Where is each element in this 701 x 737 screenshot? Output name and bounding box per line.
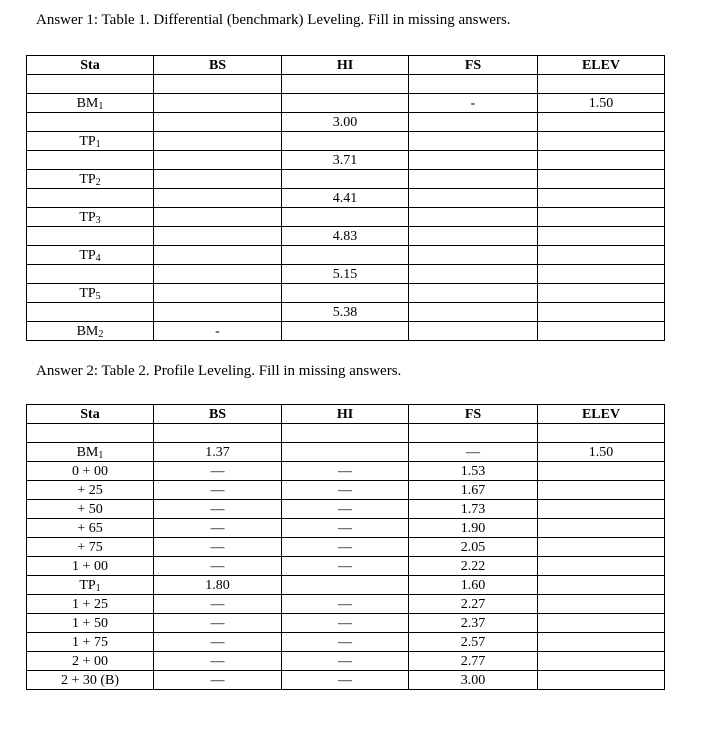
table2-cell-hi: — [282, 462, 409, 481]
table1-cell-hi: 3.00 [282, 113, 409, 132]
station-subscript: 4 [95, 252, 101, 264]
table1-row [27, 284, 665, 303]
table1-row [27, 208, 665, 227]
table2-cell-bs: — [154, 538, 282, 557]
table2-cell-hi: — [282, 633, 409, 652]
table2-cell-sta: $TP_1$ [27, 576, 154, 595]
table2-row [27, 671, 665, 690]
table2-cell-hi: — [282, 614, 409, 633]
table1-cell-sta [27, 189, 154, 208]
table2-cell-bs: — [154, 557, 282, 576]
table1-cell-elev [538, 75, 665, 94]
table1-cell-elev [538, 303, 665, 322]
table2-cell-elev [538, 519, 665, 538]
table2-cell-sta: 1 + 75 [27, 633, 154, 652]
table2-cell-bs: 1.80 [154, 576, 282, 595]
table1-cell-sta: $TP_1$ [27, 132, 154, 151]
table1-cell-bs: - [154, 322, 282, 341]
table2-cell-fs: 1.67 [409, 481, 538, 500]
table2-row [27, 557, 665, 576]
table2-cell-elev [538, 424, 665, 443]
table1-cell-sta: $BM_1$ [27, 94, 154, 113]
table2-row [27, 443, 665, 462]
table1-row [27, 94, 665, 113]
table1-row [27, 132, 665, 151]
table1-cell-hi: 3.71 [282, 151, 409, 170]
table1-cell-elev [538, 246, 665, 265]
station-subscript: 2 [98, 328, 104, 340]
table1-cell-elev [538, 113, 665, 132]
table1-cell-hi: 5.38 [282, 303, 409, 322]
table1-cell-sta [27, 113, 154, 132]
table2-cell-hi: — [282, 519, 409, 538]
table1-cell-sta: $TP_5$ [27, 284, 154, 303]
table1-cell-bs [154, 151, 282, 170]
table2-cell-elev [538, 481, 665, 500]
table1-cell-elev [538, 284, 665, 303]
table2-cell-fs [409, 424, 538, 443]
table1-row [27, 170, 665, 189]
table2-cell-bs: — [154, 500, 282, 519]
table2-cell-elev [538, 614, 665, 633]
table1-cell-elev [538, 227, 665, 246]
table1-cell-bs [154, 75, 282, 94]
table1-cell-sta [27, 75, 154, 94]
table2-cell-elev [538, 557, 665, 576]
table2-row [27, 462, 665, 481]
table1-cell-elev [538, 151, 665, 170]
table2-cell-elev [538, 576, 665, 595]
table2-cell-bs: — [154, 633, 282, 652]
table1-row [27, 189, 665, 208]
table2-cell-fs: 2.57 [409, 633, 538, 652]
station-subscript: 1 [95, 582, 101, 594]
table2-cell-bs: 1.37 [154, 443, 282, 462]
table2-cell-elev [538, 671, 665, 690]
table1-cell-hi [282, 170, 409, 189]
table1-row [27, 151, 665, 170]
table2-cell-bs: — [154, 652, 282, 671]
table2-cell-bs: — [154, 614, 282, 633]
table1-cell-elev [538, 208, 665, 227]
table2-cell-bs [154, 424, 282, 443]
table1-row [27, 265, 665, 284]
table2-cell-elev [538, 538, 665, 557]
table2-row [27, 424, 665, 443]
table1-row [27, 322, 665, 341]
table2-cell-bs: — [154, 519, 282, 538]
table1-cell-fs [409, 265, 538, 284]
table1-cell-fs [409, 246, 538, 265]
table1-cell-fs [409, 284, 538, 303]
table1-row [27, 303, 665, 322]
table1-cell-sta [27, 227, 154, 246]
table1-cell-hi [282, 208, 409, 227]
table2-cell-fs: 1.90 [409, 519, 538, 538]
table2-cell-elev [538, 652, 665, 671]
table2-cell-hi: — [282, 500, 409, 519]
table2-cell-sta: + 25 [27, 481, 154, 500]
table2-cell-elev [538, 633, 665, 652]
table1-cell-hi [282, 132, 409, 151]
table2-caption: Answer 2: Table 2. Profile Leveling. Fill in missing answers. [36, 363, 402, 379]
table1-cell-bs [154, 170, 282, 189]
table1-cell-hi [282, 75, 409, 94]
table1-cell-bs [154, 208, 282, 227]
table1-cell-hi [282, 322, 409, 341]
table1-cell-fs [409, 227, 538, 246]
profile-leveling-table [26, 404, 665, 690]
table2-cell-sta: + 75 [27, 538, 154, 557]
table1-header-bs: BS [154, 56, 282, 75]
table2-row [27, 633, 665, 652]
table2-cell-sta: 2 + 30 (B) [27, 671, 154, 690]
table1-cell-bs [154, 94, 282, 113]
table2-row [27, 614, 665, 633]
station-subscript: 1 [98, 100, 104, 112]
table1-cell-sta: $TP_4$ [27, 246, 154, 265]
table1-cell-fs [409, 189, 538, 208]
table1-header-elev: ELEV [538, 56, 665, 75]
table1-cell-elev [538, 189, 665, 208]
table2-cell-hi: — [282, 671, 409, 690]
table2-cell-hi [282, 443, 409, 462]
table2-cell-hi: — [282, 557, 409, 576]
table2-cell-fs: 1.60 [409, 576, 538, 595]
table2-cell-elev: 1.50 [538, 443, 665, 462]
table2-cell-hi: — [282, 652, 409, 671]
table2-cell-sta: 2 + 00 [27, 652, 154, 671]
table1-cell-hi [282, 284, 409, 303]
table1-cell-hi [282, 94, 409, 113]
table2-header-elev: ELEV [538, 405, 665, 424]
table1-header-hi: HI [282, 56, 409, 75]
table1-cell-bs [154, 246, 282, 265]
table2-cell-hi: — [282, 595, 409, 614]
table1-cell-elev [538, 322, 665, 341]
table1-cell-fs [409, 132, 538, 151]
table1-header-fs: FS [409, 56, 538, 75]
table1-cell-hi [282, 246, 409, 265]
table2-header-sta: Sta [27, 405, 154, 424]
table2-row [27, 576, 665, 595]
table1-cell-fs [409, 151, 538, 170]
table2-cell-sta: + 50 [27, 500, 154, 519]
station-subscript: 1 [95, 138, 101, 150]
table2-cell-bs: — [154, 481, 282, 500]
table1-row [27, 227, 665, 246]
table1-cell-bs [154, 132, 282, 151]
table1-cell-fs [409, 208, 538, 227]
table1-cell-fs [409, 170, 538, 189]
table2-cell-fs: 1.73 [409, 500, 538, 519]
table1-cell-sta: $TP_2$ [27, 170, 154, 189]
table1-cell-sta: $BM_2$ [27, 322, 154, 341]
table2-cell-fs: 2.37 [409, 614, 538, 633]
table2-cell-bs: — [154, 595, 282, 614]
table2-cell-sta: 1 + 25 [27, 595, 154, 614]
table1-cell-sta [27, 151, 154, 170]
table1-cell-elev: 1.50 [538, 94, 665, 113]
table2-row [27, 519, 665, 538]
table1-cell-bs [154, 265, 282, 284]
table1-header-sta: Sta [27, 56, 154, 75]
table1-cell-bs [154, 113, 282, 132]
table2-cell-fs: — [409, 443, 538, 462]
table2-cell-hi: — [282, 481, 409, 500]
table2-cell-fs: 3.00 [409, 671, 538, 690]
table2-cell-sta: 1 + 50 [27, 614, 154, 633]
table1-row [27, 75, 665, 94]
table2-cell-hi [282, 424, 409, 443]
table2-cell-fs: 2.27 [409, 595, 538, 614]
table2-cell-fs: 2.77 [409, 652, 538, 671]
table1-row [27, 246, 665, 265]
table1-cell-elev [538, 132, 665, 151]
table1-header-row [27, 56, 665, 75]
table2-row [27, 538, 665, 557]
table2-cell-fs: 1.53 [409, 462, 538, 481]
table2-row [27, 500, 665, 519]
table1-cell-hi: 4.41 [282, 189, 409, 208]
table2-header-fs: FS [409, 405, 538, 424]
table2-cell-bs: — [154, 671, 282, 690]
table2-row [27, 652, 665, 671]
station-subscript: 2 [95, 176, 101, 188]
table1-cell-sta [27, 303, 154, 322]
station-subscript: 5 [95, 290, 101, 302]
table2-cell-elev [538, 462, 665, 481]
table2-row [27, 595, 665, 614]
table1-cell-fs [409, 322, 538, 341]
table1-cell-fs: - [409, 94, 538, 113]
table2-cell-sta [27, 424, 154, 443]
table2-cell-fs: 2.22 [409, 557, 538, 576]
table2-header-row [27, 405, 665, 424]
table2-header-hi: HI [282, 405, 409, 424]
table2-cell-sta: + 65 [27, 519, 154, 538]
table2-cell-sta: 1 + 00 [27, 557, 154, 576]
table1-cell-sta: $TP_3$ [27, 208, 154, 227]
table2-cell-elev [538, 500, 665, 519]
differential-leveling-table [26, 55, 665, 341]
station-subscript: 3 [95, 214, 101, 226]
station-subscript: 1 [98, 449, 104, 461]
table1-cell-sta [27, 265, 154, 284]
table2-cell-fs: 2.05 [409, 538, 538, 557]
table2-cell-hi: — [282, 538, 409, 557]
table1-cell-hi: 5.15 [282, 265, 409, 284]
table1-cell-bs [154, 189, 282, 208]
table1-row [27, 113, 665, 132]
table1-cell-elev [538, 265, 665, 284]
table1-cell-fs [409, 113, 538, 132]
table2-cell-bs: — [154, 462, 282, 481]
table1-cell-fs [409, 75, 538, 94]
table2-row [27, 481, 665, 500]
table1-cell-hi: 4.83 [282, 227, 409, 246]
table2-header-bs: BS [154, 405, 282, 424]
table1-cell-bs [154, 303, 282, 322]
table1-cell-fs [409, 303, 538, 322]
table2-cell-sta: $BM_1$ [27, 443, 154, 462]
table1-cell-bs [154, 227, 282, 246]
table2-cell-elev [538, 595, 665, 614]
table1-caption: Answer 1: Table 1. Differential (benchmark) Leveling. Fill in missing answers. [36, 12, 511, 28]
table2-cell-sta: 0 + 00 [27, 462, 154, 481]
table1-cell-elev [538, 170, 665, 189]
table2-cell-hi [282, 576, 409, 595]
table1-cell-bs [154, 284, 282, 303]
